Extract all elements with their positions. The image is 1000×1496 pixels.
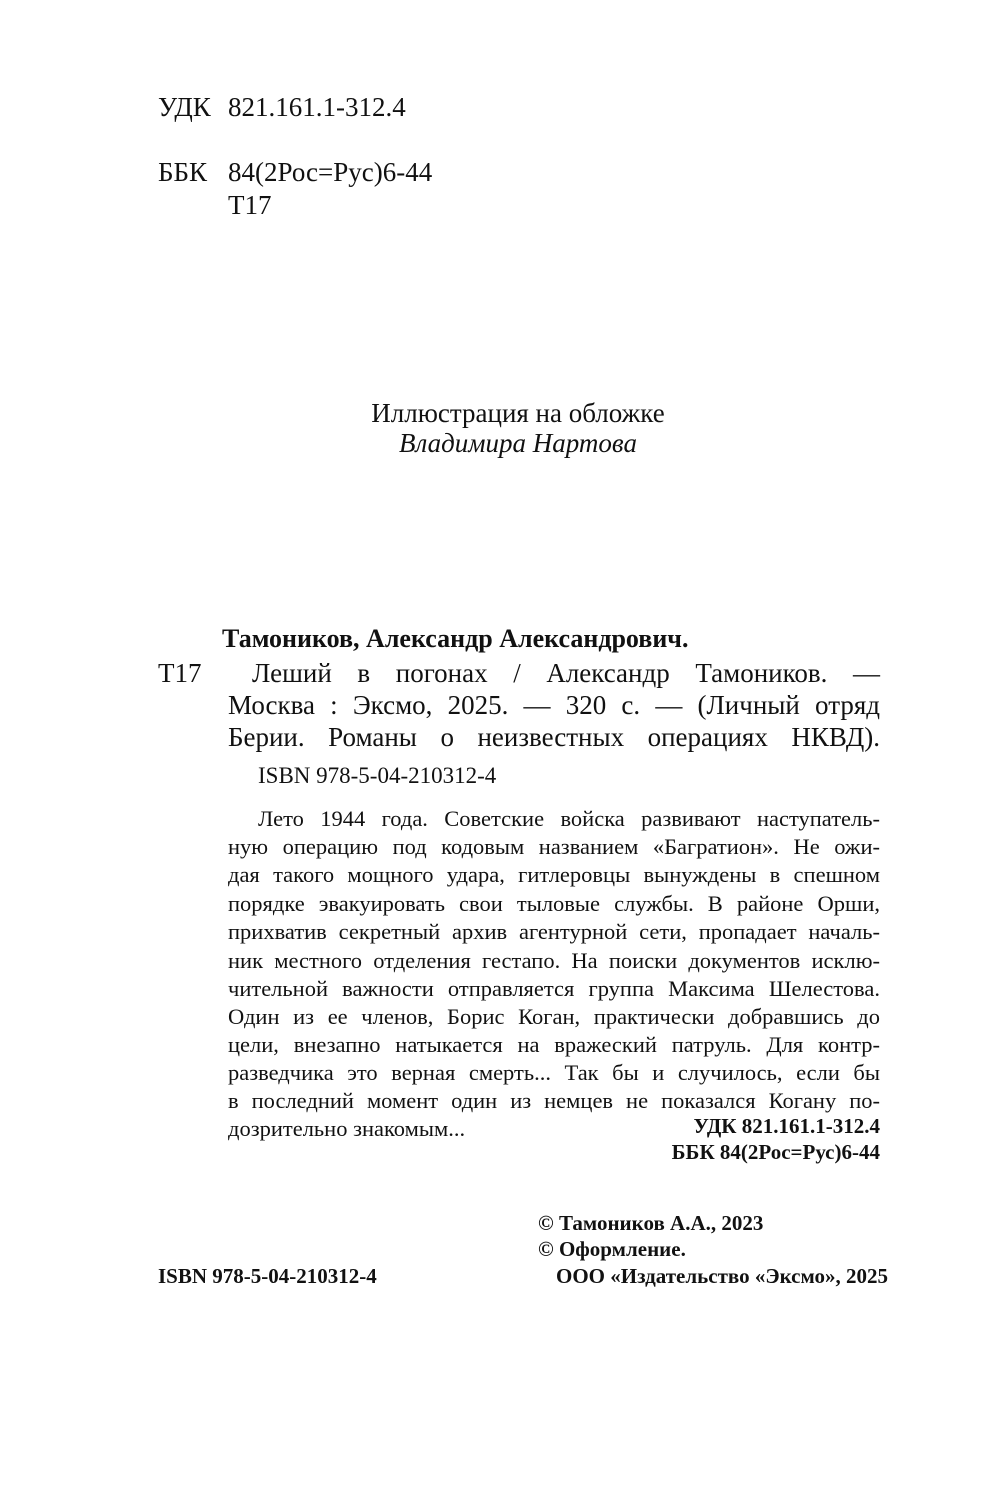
udk-code: УДК 821.161.1-312.4 [693,1114,880,1138]
udk-value: 821.161.1-312.4 [228,92,406,122]
bibliography-author: Тамоников, Александр Александрович. [222,624,689,653]
annotation-line: в последний момент один из немцев не показался Когану по- [228,1088,880,1113]
bbk-code: ББК 84(2Рос=Рус)6-44 [671,1140,880,1164]
bbk-label: ББК [158,157,208,187]
bibliography-isbn: ISBN 978-5-04-210312-4 [258,763,497,788]
annotation-line: цели, внезапно натыкается на вражеский патруль. Для контр- [228,1032,880,1057]
udk-label: УДК [158,92,211,122]
bibliography-author-mark: Т17 [158,658,202,688]
annotation-line: чительной важности отправляется группа Максима Шелестова. [228,976,880,1001]
annotation-line: прихватив секретный архив агентурной сети, пропадает началь- [228,919,880,944]
annotation-line: ную операцию под кодовым названием «Багратион». Не ожи- [228,834,880,859]
annotation-line: Лето 1944 года. Советские войска развивают наступатель- [258,806,880,831]
bibliography-line: Леший в погонах / Александр Тамоников. — [252,658,880,688]
bibliography-line: Берии. Романы о неизвестных операциях НКВД). [228,722,880,752]
copyright-design: © Оформление. [538,1237,686,1261]
footer-isbn: ISBN 978-5-04-210312-4 [158,1264,377,1288]
bibliography-line: Москва : Эксмо, 2025. — 320 с. — (Личный отряд [228,690,880,720]
annotation-line: порядке эвакуировать свои тыловые службы. В районе Орши, [228,891,880,916]
annotation-line: разведчика это верная смерть... Так бы и случилось, если бы [228,1060,880,1085]
illustration-credit: Иллюстрация на обложке [371,398,665,428]
annotation-line: дозрительно знакомым... [228,1116,466,1141]
illustrator-name: Владимира Нартова [399,428,637,458]
annotation-line: дая такого мощного удара, гитлеровцы вынуждены в спешном [228,862,880,887]
copyright-publisher: ООО «Издательство «Эксмо», 2025 [556,1264,889,1288]
copyright-author: © Тамоников А.А., 2023 [538,1211,764,1235]
author-mark: Т17 [228,190,272,220]
annotation-line: ник местного отделения гестапо. На поиски документов исклю- [228,948,880,973]
annotation-line: Один из ее членов, Борис Коган, практически добравшись до [228,1004,880,1029]
bbk-value: 84(2Рос=Рус)6-44 [228,157,433,187]
